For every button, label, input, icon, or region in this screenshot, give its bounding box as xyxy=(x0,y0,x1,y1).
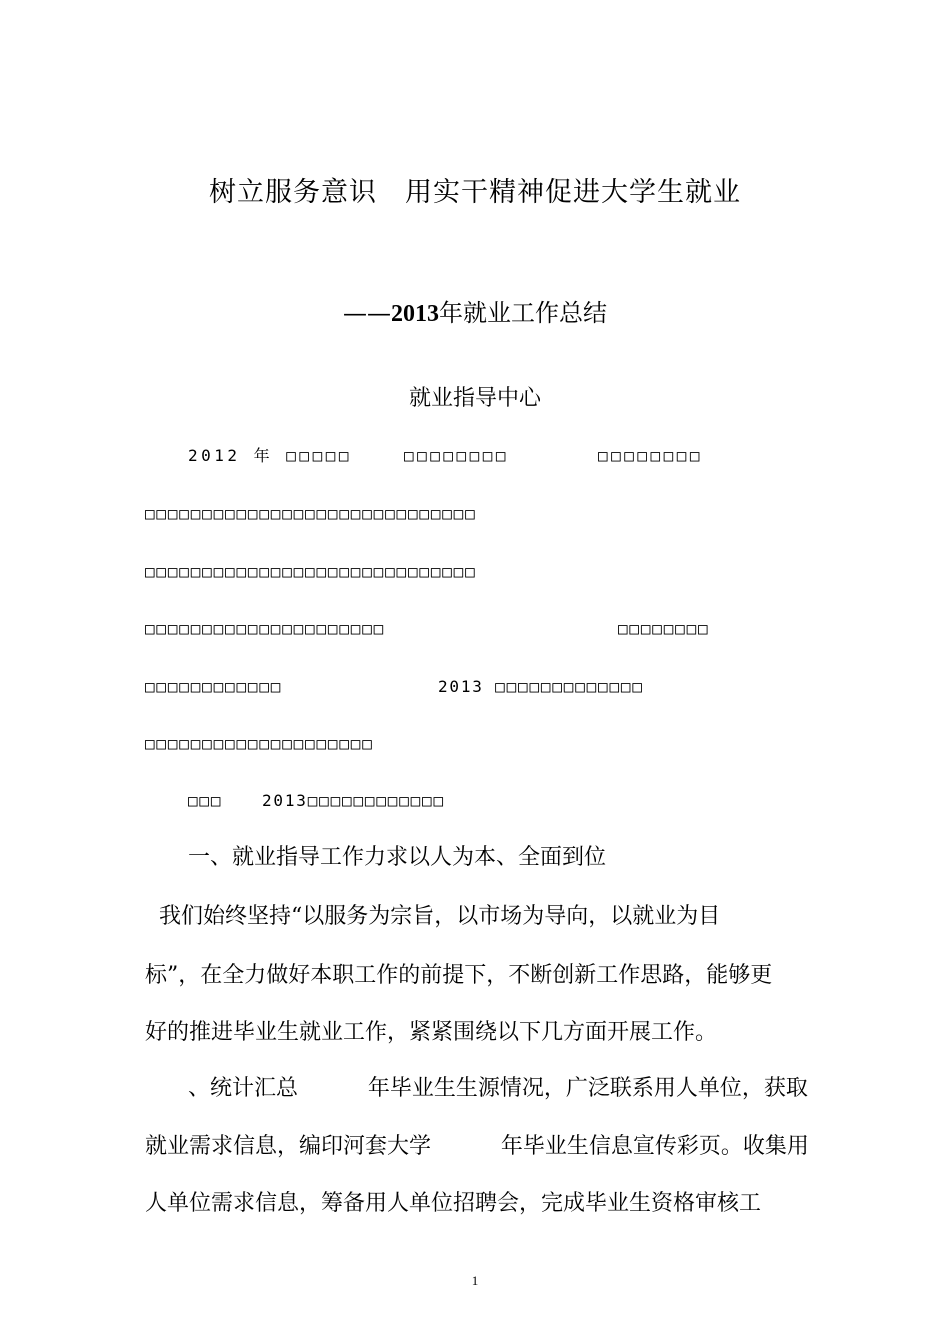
garbled-line-4 xyxy=(0,617,950,641)
paragraph-line: 就业需求信息，编印河套大学 年毕业生信息宣传彩页。收集用 xyxy=(145,1134,809,1159)
garbled-segment: □□□□□□□□ xyxy=(618,619,710,638)
page-number: 1 xyxy=(471,1273,479,1288)
section-heading: 一、就业指导工作力求以人为本、全面到位 xyxy=(188,845,607,870)
paragraph-line: 我们始终坚持“以服务为宗旨，以市场为导向，以就业为目 xyxy=(145,904,721,929)
document-title: 树立服务意识 用实干精神促进大学生就业 xyxy=(209,177,741,208)
garbled-segment: □□□□□□□□□□□□□□□□□□□□□□□□□□□□□ xyxy=(145,562,477,581)
subtitle-dash: —— xyxy=(343,299,391,327)
garbled-line-3 xyxy=(0,560,950,584)
garbled-line-7 xyxy=(0,789,950,813)
garbled-line-1 xyxy=(0,444,950,468)
garbled-segment: □□□□□□□□□□□□□□□□□□□□□ xyxy=(145,619,386,638)
subtitle-text: 年就业工作总结 xyxy=(439,299,607,327)
paragraph-line: 、统计汇总 年毕业生生源情况，广泛联系用人单位，获取 xyxy=(188,1076,808,1101)
garbled-segment: □□□□□□□□ xyxy=(598,446,704,465)
paragraph-line: 人单位需求信息，筹备用人单位招聘会，完成毕业生资格审核工 xyxy=(145,1191,762,1216)
garbled-line-5 xyxy=(0,675,950,699)
garbled-segment: □□□□□□□□ xyxy=(404,446,510,465)
paragraph-line: 标”，在全力做好本职工作的前提下，不断创新工作思路，能够更 xyxy=(145,963,773,988)
garbled-segment: 2013□□□□□□□□□□□□ xyxy=(262,791,445,810)
garbled-segment: □□□□□□□□□□□□□□□□□□□□ xyxy=(145,734,374,753)
document-subtitle xyxy=(0,293,950,328)
garbled-segment: □□□ xyxy=(188,791,223,810)
garbled-segment: 2012 年 □□□□□ xyxy=(188,446,352,465)
subtitle-year: 2013 xyxy=(391,301,439,327)
garbled-line-2 xyxy=(0,502,950,526)
garbled-segment: □□□□□□□□□□□□□□□□□□□□□□□□□□□□□ xyxy=(145,504,477,523)
garbled-line-6 xyxy=(0,732,950,756)
garbled-segment: □□□□□□□□□□□□ xyxy=(145,677,283,696)
garbled-segment: 2013 □□□□□□□□□□□□□ xyxy=(438,677,644,696)
department-name: 就业指导中心 xyxy=(408,386,541,411)
paragraph-line: 好的推进毕业生就业工作，紧紧围绕以下几方面开展工作。 xyxy=(145,1020,718,1045)
